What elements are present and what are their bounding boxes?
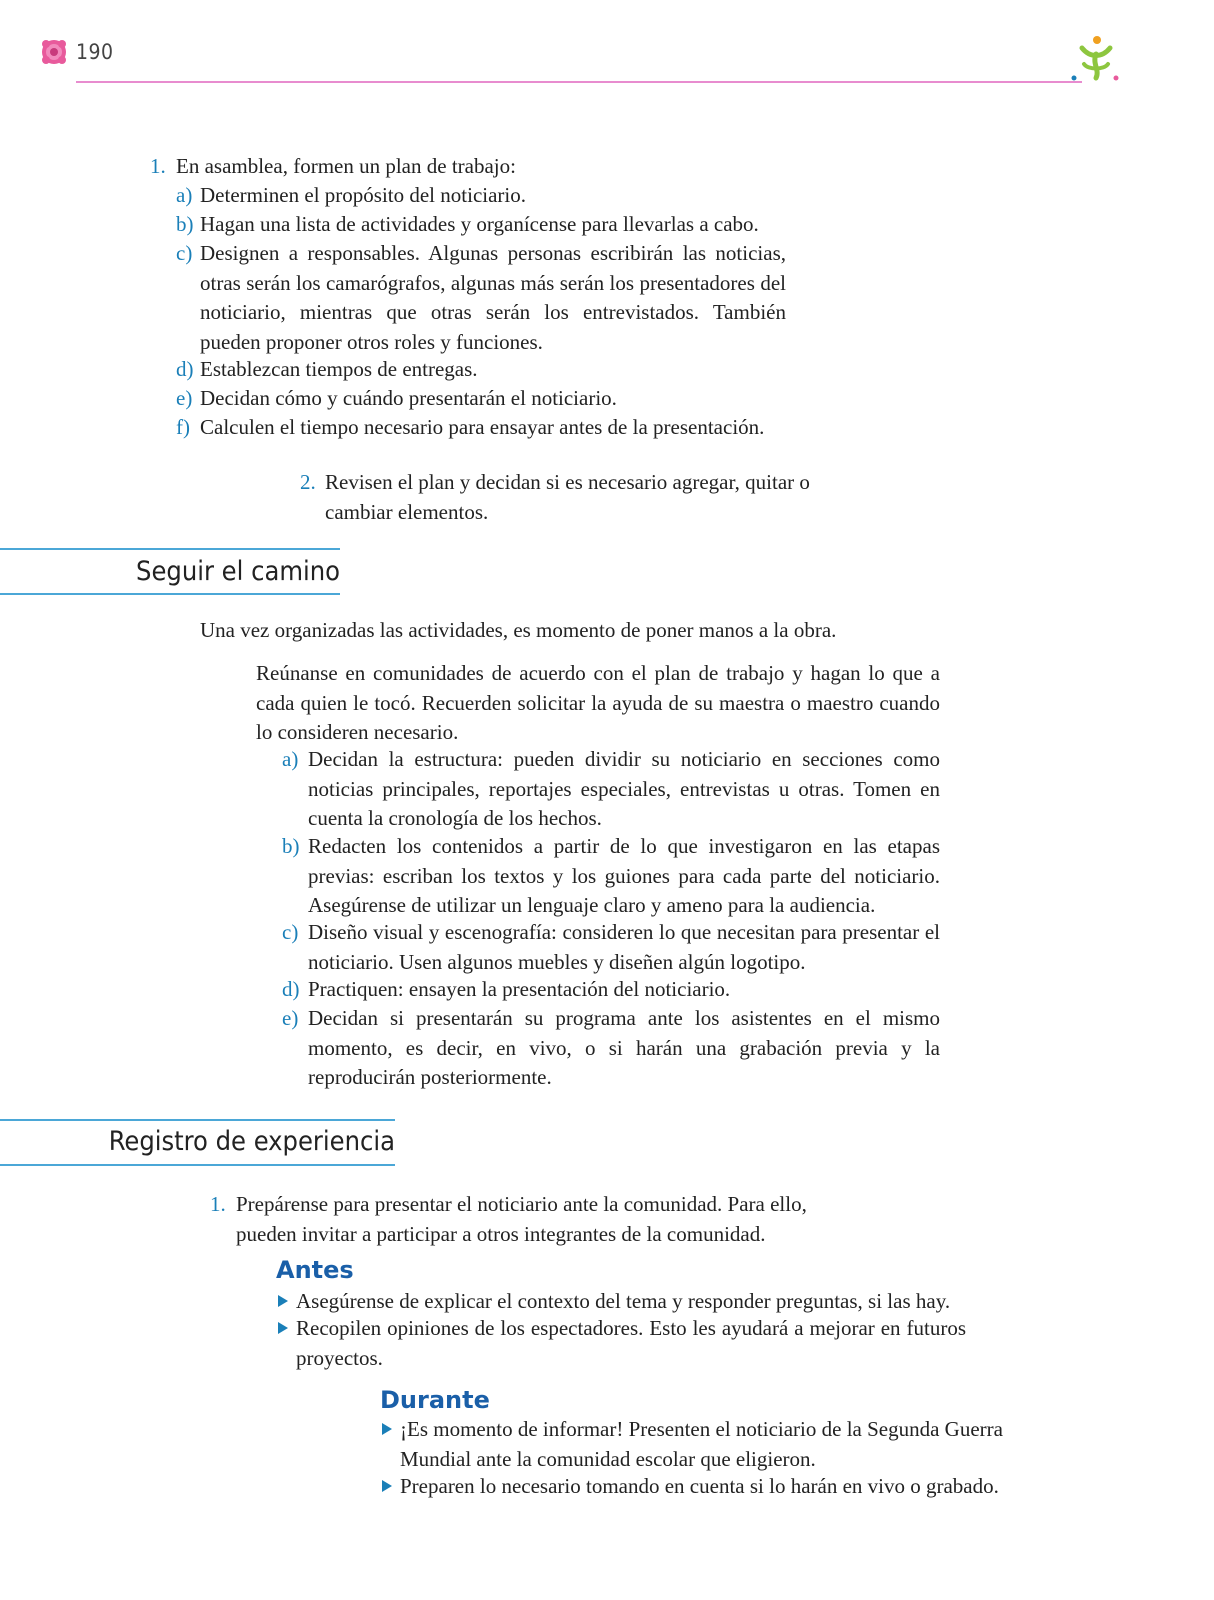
- list-item: b) Hagan una lista de actividades y organícense para llevarlas a cabo.: [176, 212, 759, 236]
- list-item: c) Diseño visual y escenografía: consideren lo que necesitan para presentar el noticiario. Usen algunos muebles y diseñen algún logotipo.: [282, 920, 940, 974]
- intro-text: Una vez organizadas las actividades, es momento de poner manos a la obra.: [200, 618, 837, 642]
- bullet-item: Preparen lo necesario tomando en cuenta si lo harán en vivo o grabado.: [382, 1472, 1022, 1502]
- section-title: Registro de experiencia: [108, 1126, 395, 1157]
- section-title: Seguir el camino: [136, 556, 340, 587]
- list-item: c) Designen a responsables. Algunas personas escribirán las noticias, otras serán los camarógrafos, algunas más serán los presentadores del noticiario, mientras que otras serán los entrevistados. También pueden proponer otros roles y funciones.: [176, 241, 786, 354]
- section-line-bottom: [0, 1164, 395, 1166]
- triangle-bullet-icon: [382, 1423, 392, 1435]
- list-item: 2. Revisen el plan y decidan si es necesario agregar, quitar o cambiar elementos.: [300, 470, 810, 524]
- triangle-bullet-icon: [278, 1295, 288, 1307]
- subheading-durante: Durante: [380, 1386, 490, 1414]
- list-item: 1. En asamblea, formen un plan de trabajo:: [150, 154, 516, 178]
- header-divider: [76, 81, 1082, 83]
- list-item: a) Determinen el propósito del noticiario.: [176, 183, 526, 207]
- subheading-antes: Antes: [276, 1256, 354, 1284]
- list-item: d) Practiquen: ensayen la presentación del noticiario.: [282, 977, 731, 1001]
- paragraph: Reúnanse en comunidades de acuerdo con el plan de trabajo y hagan lo que a cada quien le tocó. Recuerden solicitar la ayuda de su maestra o maestro cuando lo consideren necesario.: [256, 661, 940, 744]
- triangle-bullet-icon: [278, 1322, 288, 1334]
- page-number: 190: [76, 40, 114, 64]
- list-item: e) Decidan cómo y cuándo presentarán el noticiario.: [176, 386, 617, 410]
- list-item: b) Redacten los contenidos a partir de lo que investigaron en las etapas previas: escriban los textos y los guiones para cada parte del noticiario. Asegúrense de utilizar un lenguaje claro y ameno para la audiencia.: [282, 834, 940, 917]
- triangle-bullet-icon: [382, 1480, 392, 1492]
- list-item: d) Establezcan tiempos de entregas.: [176, 357, 478, 381]
- list-item: 1. Prepárense para presentar el noticiario ante la comunidad. Para ello, pueden invitar a participar a otros integrantes de la comunidad.: [210, 1192, 807, 1246]
- section-line-bottom: [0, 593, 340, 595]
- section-line-top: [0, 1119, 395, 1121]
- flower-logo-icon: [40, 38, 68, 66]
- list-item: e) Decidan si presentarán su programa ante los asistentes en el mismo momento, es decir, en vivo, o si harán una grabación previa y la reproducirán posteriormente.: [282, 1006, 940, 1089]
- bullet-item: Asegúrense de explicar el contexto del tema y responder preguntas, si las hay.: [278, 1287, 968, 1317]
- bullet-item: Recopilen opiniones de los espectadores. Esto les ayudará a mejorar en futuros proyectos.: [278, 1314, 968, 1373]
- list-item: f) Calculen el tiempo necesario para ensayar antes de la presentación.: [176, 415, 765, 439]
- section-line-top: [0, 548, 340, 550]
- bullet-item: ¡Es momento de informar! Presenten el noticiario de la Segunda Guerra Mundial ante la comunidad escolar que eligieron.: [382, 1415, 1022, 1474]
- list-item: a) Decidan la estructura: pueden dividir su noticiario en secciones como noticias principales, reportajes especiales, entrevistas u otras. Tomen en cuenta la cronología de los hechos.: [282, 747, 940, 830]
- figure-logo-icon: [1070, 34, 1120, 84]
